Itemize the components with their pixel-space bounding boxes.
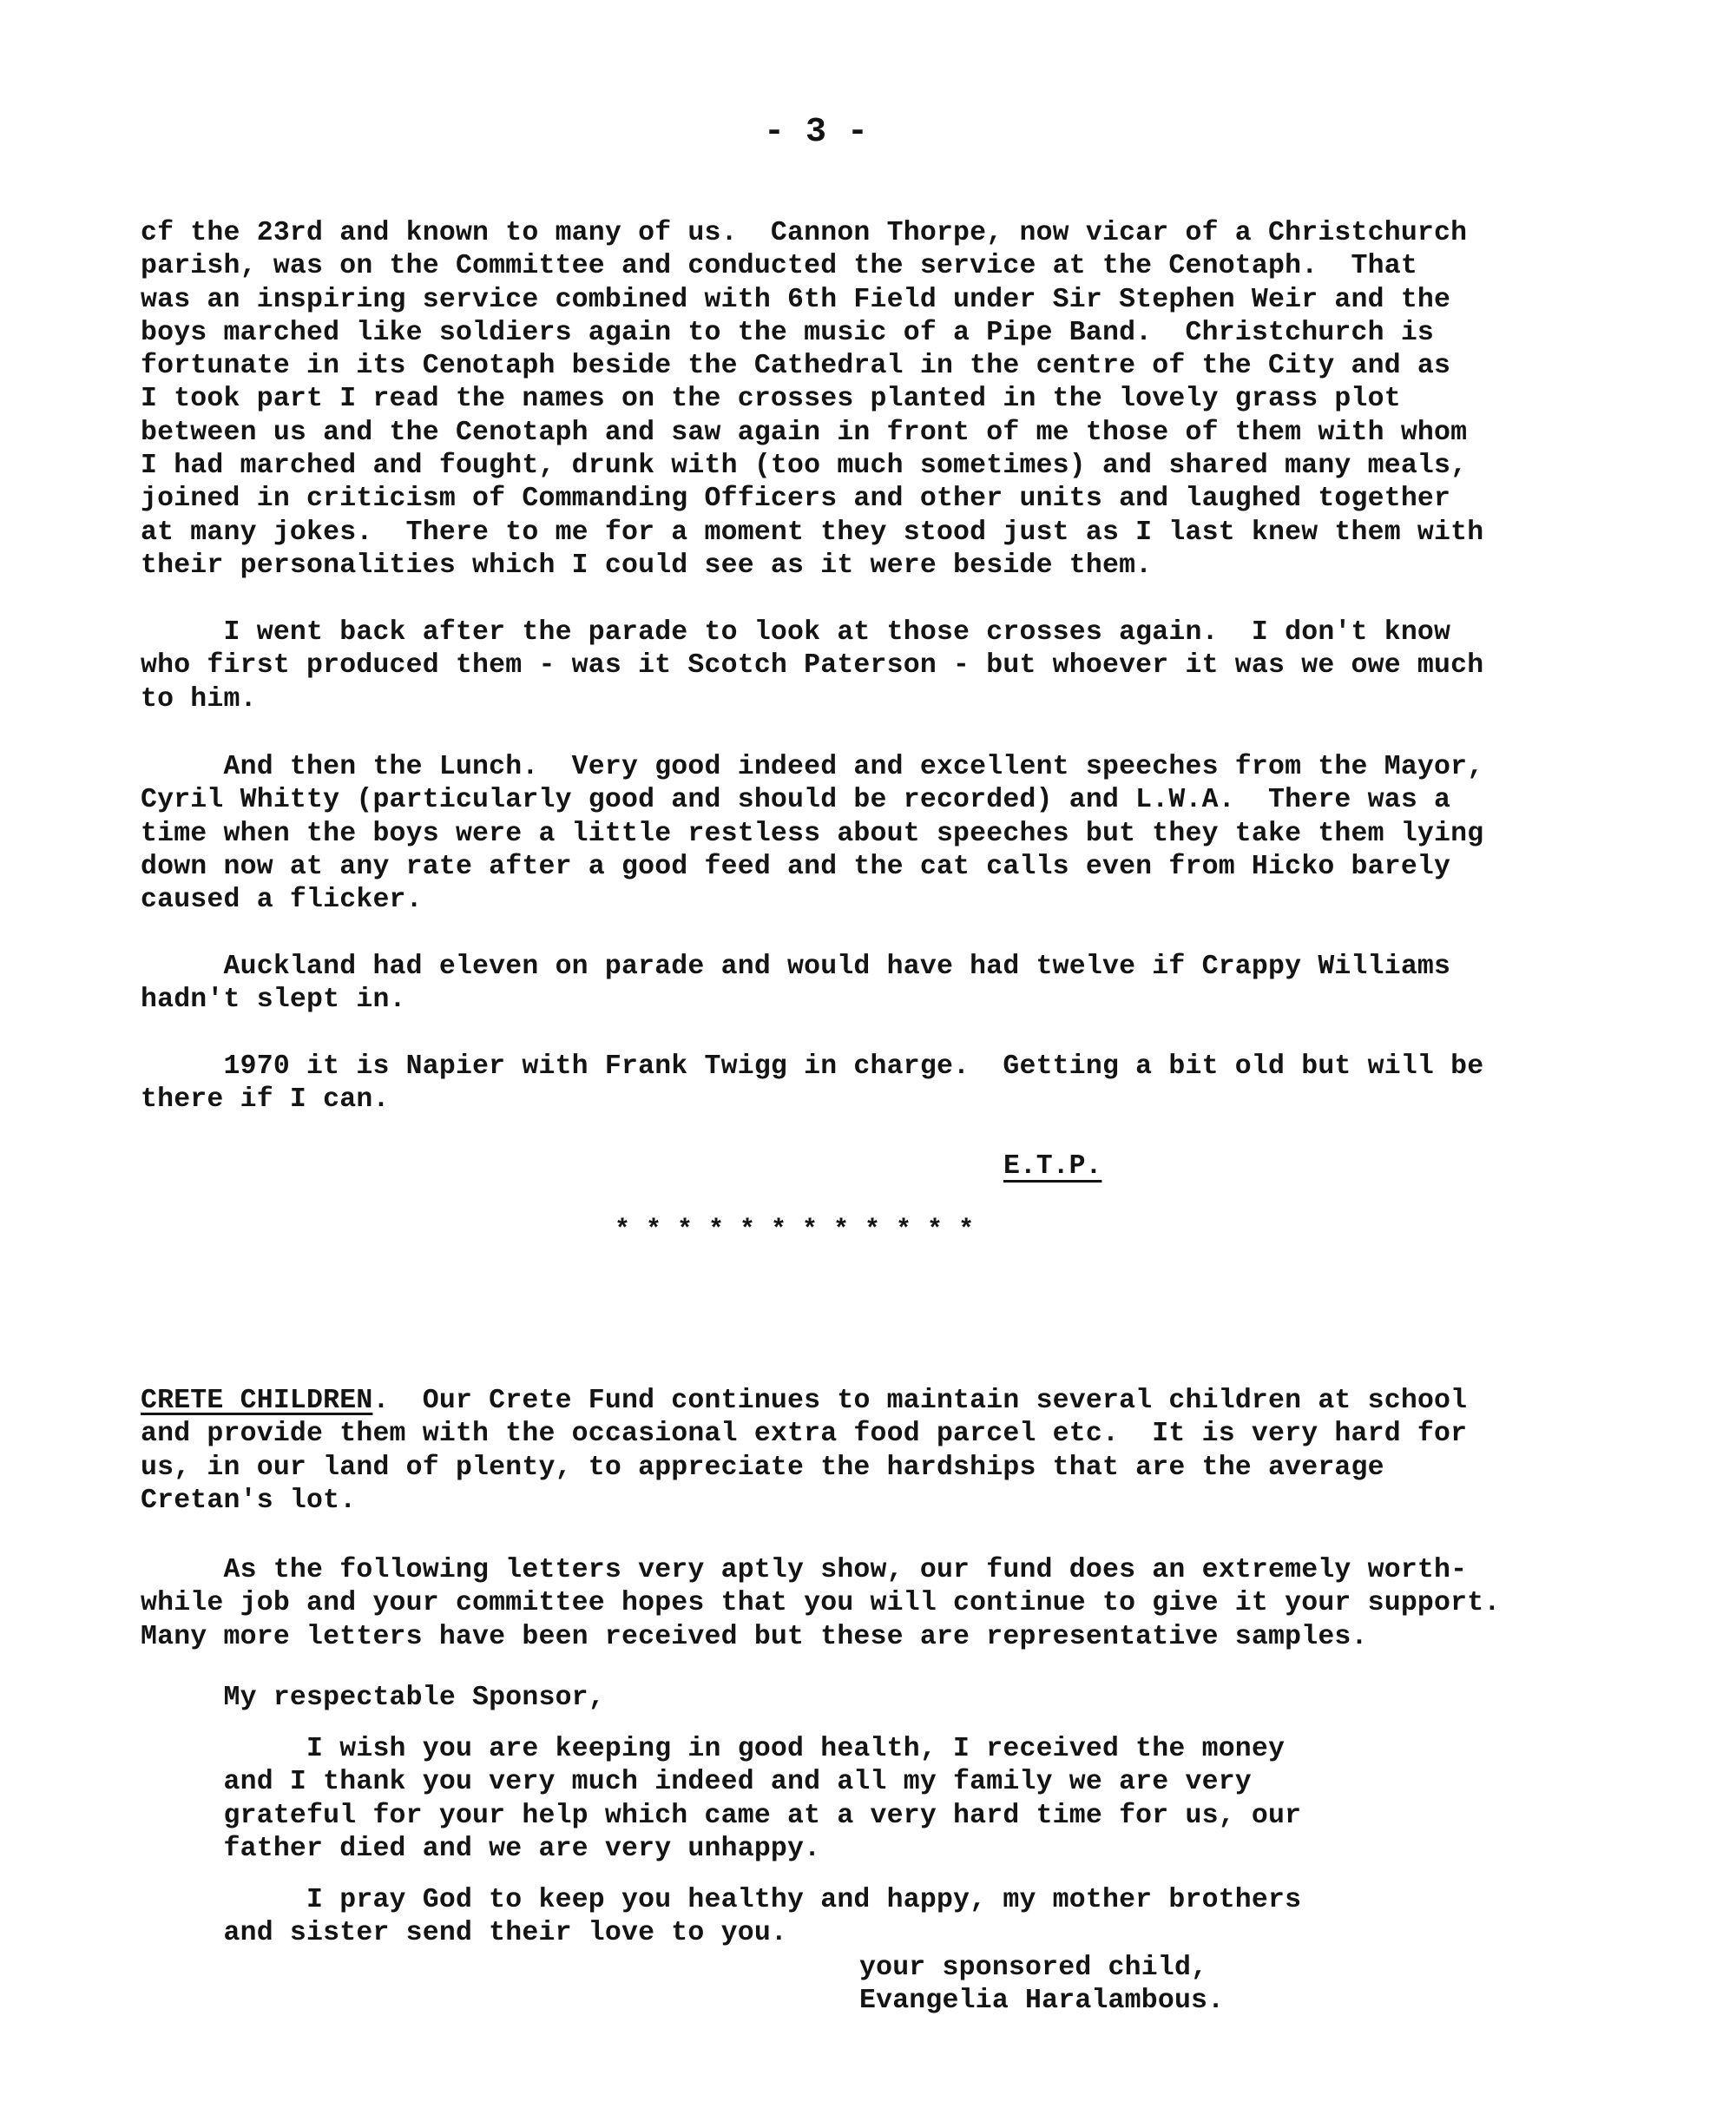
text-line: hadn't slept in. (141, 985, 406, 1016)
text-line: grateful for your help which came at a very hard time for us, our (141, 1800, 1302, 1831)
paragraph-crete-children (141, 1385, 1467, 1518)
text-line: between us and the Cenotaph and saw again in front of me those of them with whom (141, 417, 1468, 448)
text-line: and I thank you very much indeed and all my family we are very (141, 1767, 1252, 1798)
text-line: I took part I read the names on the crosses planted in the lovely grass plot (141, 384, 1401, 415)
letter-body-1 (141, 1733, 1301, 1866)
text-line: was an inspiring service combined with 6th Field under Sir Stephen Weir and the (141, 284, 1451, 315)
paragraph-auckland (141, 951, 1450, 1018)
text-line: and sister send their love to you. (141, 1918, 788, 1949)
text-line: Auckland had eleven on parade and would have had twelve if Crappy Williams (141, 952, 1451, 982)
text-line: joined in criticism of Commanding Officers and other units and laughed together (141, 484, 1451, 515)
text-line: caused a flicker. (141, 885, 423, 916)
text-line: 1970 it is Napier with Frank Twigg in charge. Getting a bit old but will be (141, 1051, 1484, 1082)
text-line: and provide them with the occasional extra food parcel etc. It is very hard for (141, 1419, 1468, 1450)
text-line: to him. (141, 683, 257, 715)
text-line: I wish you are keeping in good health, I received the money (141, 1734, 1286, 1764)
text-line: I pray God to keep you healthy and happy, my mother brothers (141, 1885, 1302, 1915)
paragraph-cenotaph (141, 217, 1483, 583)
text-line: your sponsored child, (859, 1953, 1208, 1983)
text-line (141, 1385, 1467, 1418)
page-number: - 3 - (763, 113, 869, 152)
paragraph-letters-intro (141, 1554, 1500, 1654)
letter-body-2 (141, 1884, 1301, 1951)
text-line: I went back after the parade to look at those crosses again. I don't know (141, 617, 1451, 648)
text-line: their personalities which I could see as it were beside them. (141, 550, 1153, 581)
text-line: And then the Lunch. Very good indeed and excellent speeches from the Mayor, (141, 752, 1484, 782)
text-line: fortunate in its Cenotaph beside the Cathedral in the centre of the City and as (141, 351, 1451, 382)
text-line: I had marched and fought, drunk with (too much sometimes) and shared many meals, (141, 451, 1468, 482)
text-line: cf the 23rd and known to many of us. Cannon Thorpe, now vicar of a Christchurch (141, 218, 1468, 248)
text-line: boys marched like soldiers again to the music of a Pipe Band. Christchurch is (141, 317, 1435, 348)
text-line: Evangelia Haralambous. (859, 1986, 1225, 2017)
text-line: down now at any rate after a good feed and the cat calls even from Hicko barely (141, 851, 1451, 882)
section-heading: CRETE CHILDREN (141, 1386, 373, 1416)
text-line: Cretan's lot. (141, 1485, 357, 1516)
text-line: us, in our land of plenty, to appreciate the hardships that are the average (141, 1452, 1384, 1483)
text-line: at many jokes. There to me for a moment they stood just as I last knew them with (141, 517, 1484, 548)
letter-closing (859, 1952, 1224, 2019)
paragraph-lunch (141, 751, 1483, 917)
text-line: As the following letters very aptly show, our fund does an extremely worth- (141, 1555, 1468, 1585)
text-line: time when the boys were a little restless about speeches but they take them lying (141, 818, 1484, 849)
text-line: Cyril Whitty (particularly good and should be recorded) and L.W.A. There was a (141, 785, 1451, 816)
text-line: parish, was on the Committee and conducted the service at the Cenotaph. That (141, 251, 1417, 282)
text-line: who first produced them - was it Scotch Paterson - but whoever it was we owe much (141, 650, 1484, 682)
text-line: there if I can. (141, 1084, 390, 1116)
text-span: . Our Crete Fund continues to maintain several children at school (372, 1386, 1468, 1416)
text-line: My respectable Sponsor, (141, 1683, 605, 1713)
signature-initials: E.T.P. (1003, 1151, 1102, 1182)
text-line: father died and we are very unhappy. (141, 1833, 821, 1864)
paragraph-napier (141, 1051, 1483, 1117)
text-line: Many more letters have been received but these are representative samples. (141, 1621, 1368, 1652)
paragraph-crosses (141, 616, 1483, 716)
separator-stars: * * * * * * * * * * * * (615, 1216, 975, 1245)
text-line: while job and your committee hopes that you will continue to give it your support. (141, 1588, 1501, 1619)
letter-salutation (141, 1682, 605, 1715)
